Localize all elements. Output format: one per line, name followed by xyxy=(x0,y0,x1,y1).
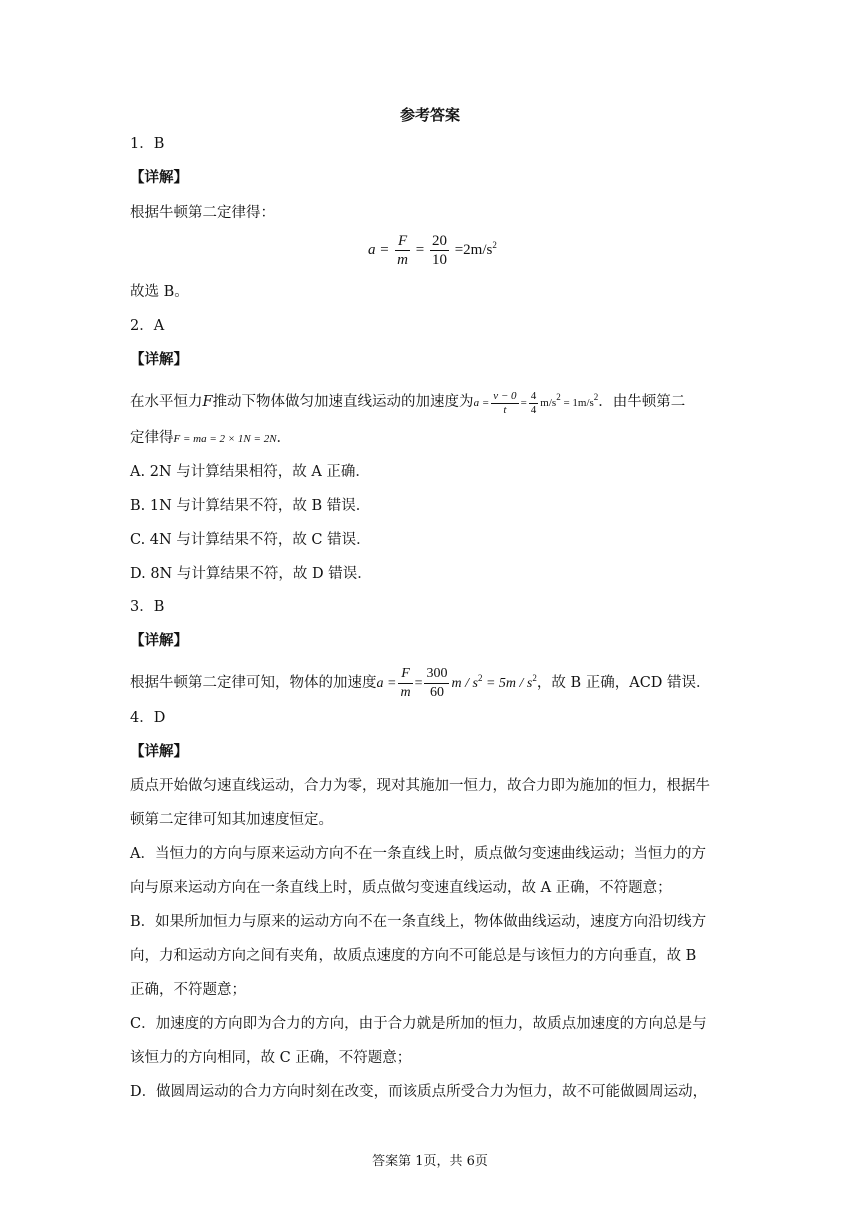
q4-para1-line2: 顿第二定律可知其加速度恒定。 xyxy=(130,812,333,828)
q4-optA-line1: A．当恒力的方向与原来运动方向不在一条直线上时，质点做匀变速曲线运动；当恒力的方 xyxy=(130,846,706,862)
q2-text-line2: 定律得F = ma = 2 × 1N = 2N． xyxy=(130,430,292,446)
q4-detail-heading: 【详解】 xyxy=(130,744,188,760)
q2-detail-heading: 【详解】 xyxy=(130,352,188,368)
q4-para1-line1: 质点开始做匀速直线运动，合力为零，现对其施加一恒力，故合力即为施加的恒力，根据牛 xyxy=(130,778,710,794)
q4-optB-line3: 正确，不符题意； xyxy=(130,982,246,998)
q1-conclusion: 故选 B。 xyxy=(130,284,189,300)
q4-optD-line1: D．做圆周运动的合力方向时刻在改变，而该质点所受合力为恒力，故不可能做圆周运动， xyxy=(130,1084,708,1100)
q4-optC-line2: 该恒力的方向相同，故 C 正确，不符题意； xyxy=(130,1050,412,1066)
q1-formula-a: a = xyxy=(368,241,390,258)
q1-detail-heading: 【详解】 xyxy=(130,170,188,186)
q3-text: 根据牛顿第二定律可知，物体的加速度a = $\frac{F}{m}$ = $\frac{300}{60}$ $m / s^2 = 5m / s^2$，故 B 正确，ACD 错误． xyxy=(130,666,711,701)
q4-number: 4．D xyxy=(130,710,166,726)
q4-optB-line2: 向，力和运动方向之间有夹角，故质点速度的方向不可能总是与该恒力的方向垂直，故 B xyxy=(130,948,697,964)
q2-text-line1: 在水平恒力F推动下物体做匀加速直线运动的加速度为a = $\frac{v - 0}{t}$ = $\frac{4}{4}$ $m/s^2 = 1m/s^2$．由牛顿第二 xyxy=(130,389,686,416)
q1-number: 1．B xyxy=(130,136,165,152)
q4-optA-line2: 向与原来运动方向在一条直线上时，质点做匀变速直线运动，故 A 正确，不符题意； xyxy=(130,880,672,896)
q3-number: 3．B xyxy=(130,599,165,615)
q2-option-d: D. 8N 与计算结果不符，故 D 错误． xyxy=(130,566,372,582)
page-title: 参考答案 xyxy=(399,106,460,124)
q4-optC-line1: C．加速度的方向即为合力的方向，由于合力就是所加的恒力，故质点加速度的方向总是与 xyxy=(130,1016,707,1032)
q2-option-c: C. 4N 与计算结果不符，故 C 错误． xyxy=(130,532,371,548)
q2-number: 2．A xyxy=(130,318,165,334)
q2-option-a: A. 2N 与计算结果相符，故 A 正确． xyxy=(130,464,370,480)
q2-option-b: B. 1N 与计算结果不符，故 B 错误． xyxy=(130,498,371,514)
q1-formula: a = $\frac{F}{m}$ = $\frac{20}{10}$ $=2m/s^2$ xyxy=(368,233,497,268)
q3-detail-heading: 【详解】 xyxy=(130,633,188,649)
page-footer: 答案第 1页，共 6页 xyxy=(372,1154,488,1169)
q1-text: 根据牛顿第二定律得： xyxy=(130,205,275,221)
q4-optB-line1: B．如果所加恒力与原来的运动方向不在一条直线上，物体做曲线运动，速度方向沿切线方 xyxy=(130,914,707,930)
